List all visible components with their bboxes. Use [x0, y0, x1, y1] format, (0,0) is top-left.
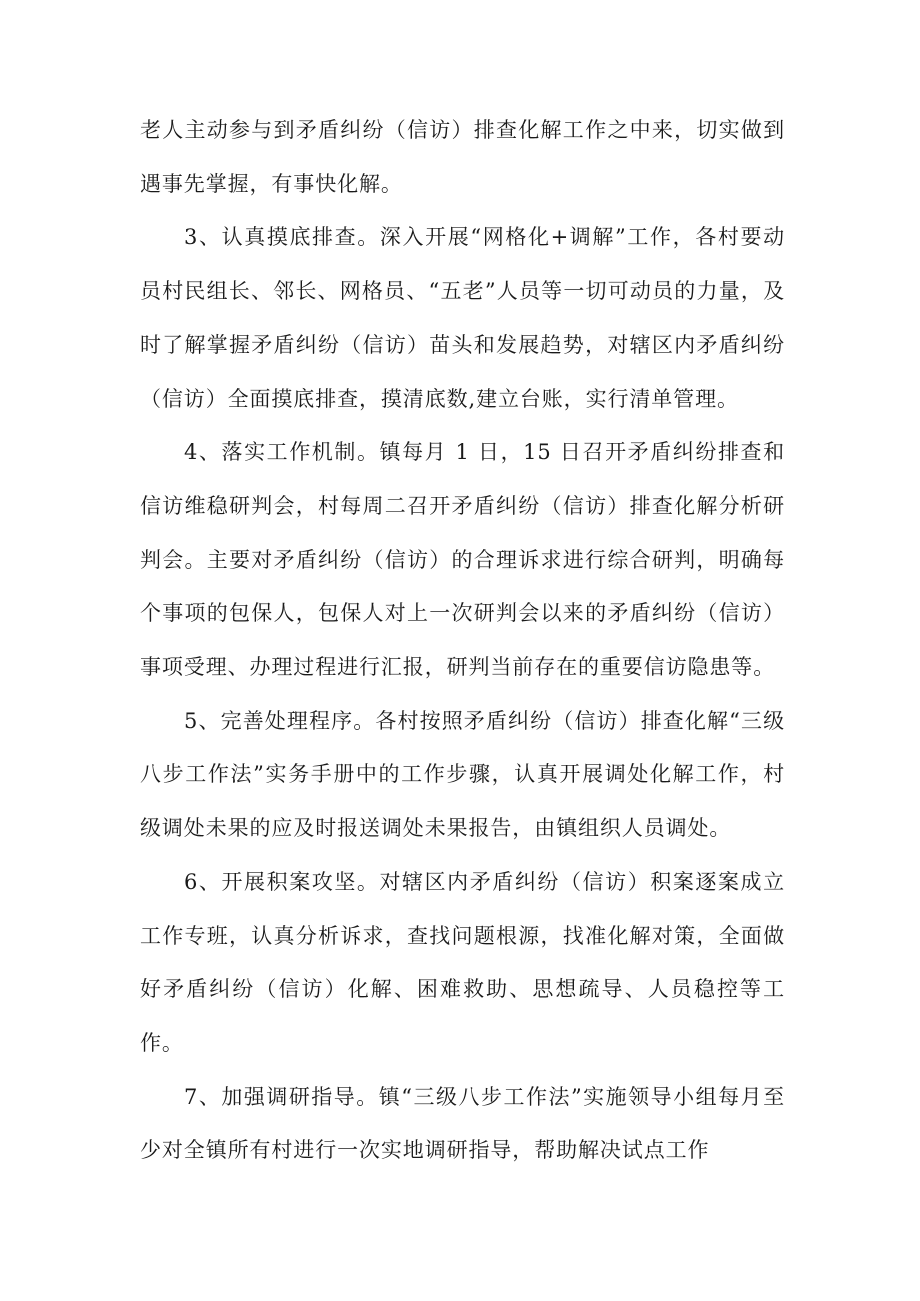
paragraph-item-7: 7、加强调研指导。镇“三级八步工作法”实施领导小组每月至少对全镇所有村进行一次实地调研指导，帮助解决试点工作 [140, 1084, 785, 1163]
paragraph-item-3: 3、认真摸底排查。深入开展“网格化+调解”工作，各村要动员村民组长、邻长、网格员、“五老”人员等一切可动员的力量，及时了解掌握矛盾纠纷（信访）苗头和发展趋势，对辖区内矛盾纠纷（信访）全面摸底排查，摸清底数,建立台账，实行清单管理。 [140, 225, 785, 411]
paragraph-item-4: 4、落实工作机制。镇每月 1 日，15 日召开矛盾纠纷排查和信访维稳研判会，村每周二召开矛盾纠纷（信访）排查化解分析研判会。主要对矛盾纠纷（信访）的合理诉求进行综合研判，明确每个事项的包保人，包保人对上一次研判会以来的矛盾纠纷（信访）事项受理、办理过程进行汇报，研判当前存在的重要信访隐患等。 [140, 440, 785, 680]
document-body [140, 104, 785, 1178]
paragraph-item-6: 6、开展积案攻坚。对辖区内矛盾纠纷（信访）积案逐案成立工作专班，认真分析诉求，查找问题根源，找准化解对策，全面做好矛盾纠纷（信访）化解、困难救助、思想疏导、人员稳控等工作。 [140, 869, 785, 1055]
paragraph-item-5: 5、完善处理程序。各村按照矛盾纠纷（信访）排查化解“三级八步工作法”实务手册中的工作步骤，认真开展调处化解工作，村级调处未果的应及时报送调处未果报告，由镇组织人员调处。 [140, 708, 785, 841]
paragraph-continuation: 老人主动参与到矛盾纠纷（信访）排查化解工作之中来，切实做到遇事先掌握，有事快化解。 [140, 118, 785, 196]
